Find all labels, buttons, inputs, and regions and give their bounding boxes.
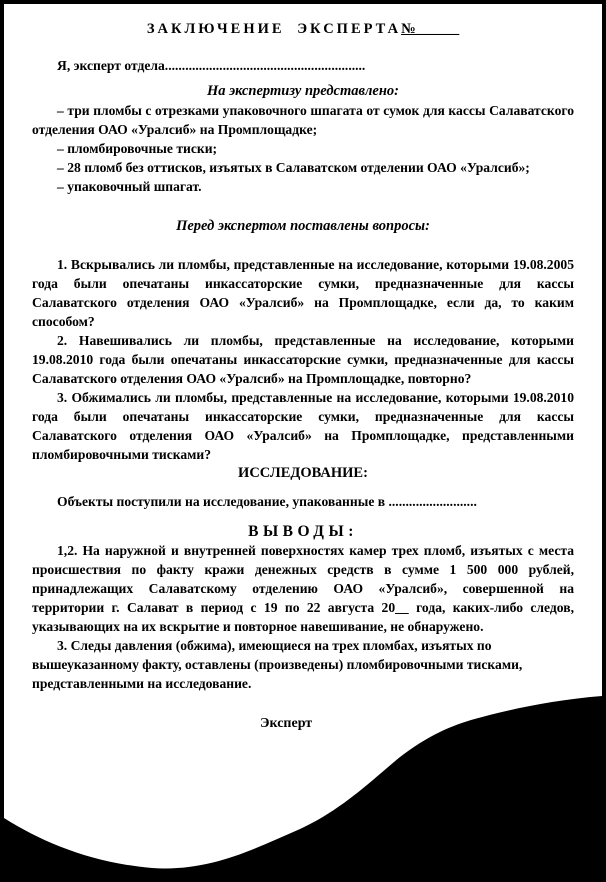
conclusions-heading: ВЫВОДЫ:	[248, 523, 358, 540]
question-2: 2. Навешивались ли пломбы, представленные на исследование, которыми 19.08.2010 года были опечатаны инкассаторские сумки, предназначенные для кассы Салаватского отделения ОАО «Уралсиб» на Промплощадке, повторно?	[32, 333, 574, 386]
question-3: 3. Обжимались ли пломбы, представленные на исследование, которыми 19.08.2010 года были опечатаны инкассаторские сумки, предназначенные для кассы Салаватского отделения ОАО «Уралсиб» на Промплощадке, представленными пломбировочными тисками?	[32, 390, 574, 462]
document-content	[4, 4, 602, 733]
spacer	[32, 236, 574, 255]
expert-name-label: Я, эксперт отдела	[57, 58, 165, 73]
signature-role-label: Эксперт	[260, 716, 313, 731]
research-objects-label: Объекты поступили на исследование, упакованные в	[57, 494, 389, 509]
presented-item-3: – 28 пломб без оттисков, изъятых в Салаватском отделении ОАО «Уралсиб»;	[57, 160, 530, 175]
signature-row	[32, 714, 574, 733]
title-text: ЗАКЛЮЧЕНИЕ ЭКСПЕРТА	[146, 21, 402, 37]
presented-item-2: – пломбировочные тиски;	[57, 141, 218, 156]
spacer	[32, 196, 574, 210]
question-1: 1. Вскрывались ли пломбы, представленные на исследование, которыми 19.08.2005 года были опечатаны инкассаторские сумки, предназначенные для кассы Салаватского отделения ОАО «Уралсиб» на Промплощадке, если да, то каким способом?	[32, 257, 574, 329]
conclusion-3: 3. Следы давления (обжима), имеющиеся на трех пломбах, изъятых по вышеуказанному факту, оставлены (произведены) пломбировочными тисками, представленными на исследование.	[32, 638, 523, 691]
document-title	[32, 20, 574, 39]
title-number-blank: №______	[401, 21, 460, 37]
research-dotted-blank: ..........................	[388, 494, 477, 509]
signature-expert-name: Гафаров Ю. Р.	[484, 716, 574, 731]
presented-item-1: – три пломбы с отрезками упаковочного шпагата от сумок для кассы Салаватского отделения ОАО «Уралсиб» на Промплощадке;	[32, 103, 574, 137]
expert-name-line	[32, 56, 574, 75]
expert-name-dotted-blank: ...........................................................	[164, 58, 366, 73]
presented-heading: На экспертизу представлено:	[207, 83, 399, 99]
questions-heading: Перед экспертом поставлены вопросы:	[176, 218, 430, 234]
research-objects-line	[32, 492, 574, 511]
research-heading: ИССЛЕДОВАНИЕ:	[238, 465, 368, 481]
conclusion-1-2: 1,2. На наружной и внутренней поверхностях камер трех пломб, изъятых с места происшествия по факту кражи денежных средств в сумме 1 500 000 рублей, принадлежащих Салаватскому отделению ОАО «Уралсиб», совершенной на территории г. Салават в период с 19 по 22 августа 20__ года, каких-либо следов, указывающих на их вскрытие и повторное навешивание, не обнаружено.	[32, 543, 574, 634]
presented-item-4: – упаковочный шпагат.	[57, 179, 202, 194]
